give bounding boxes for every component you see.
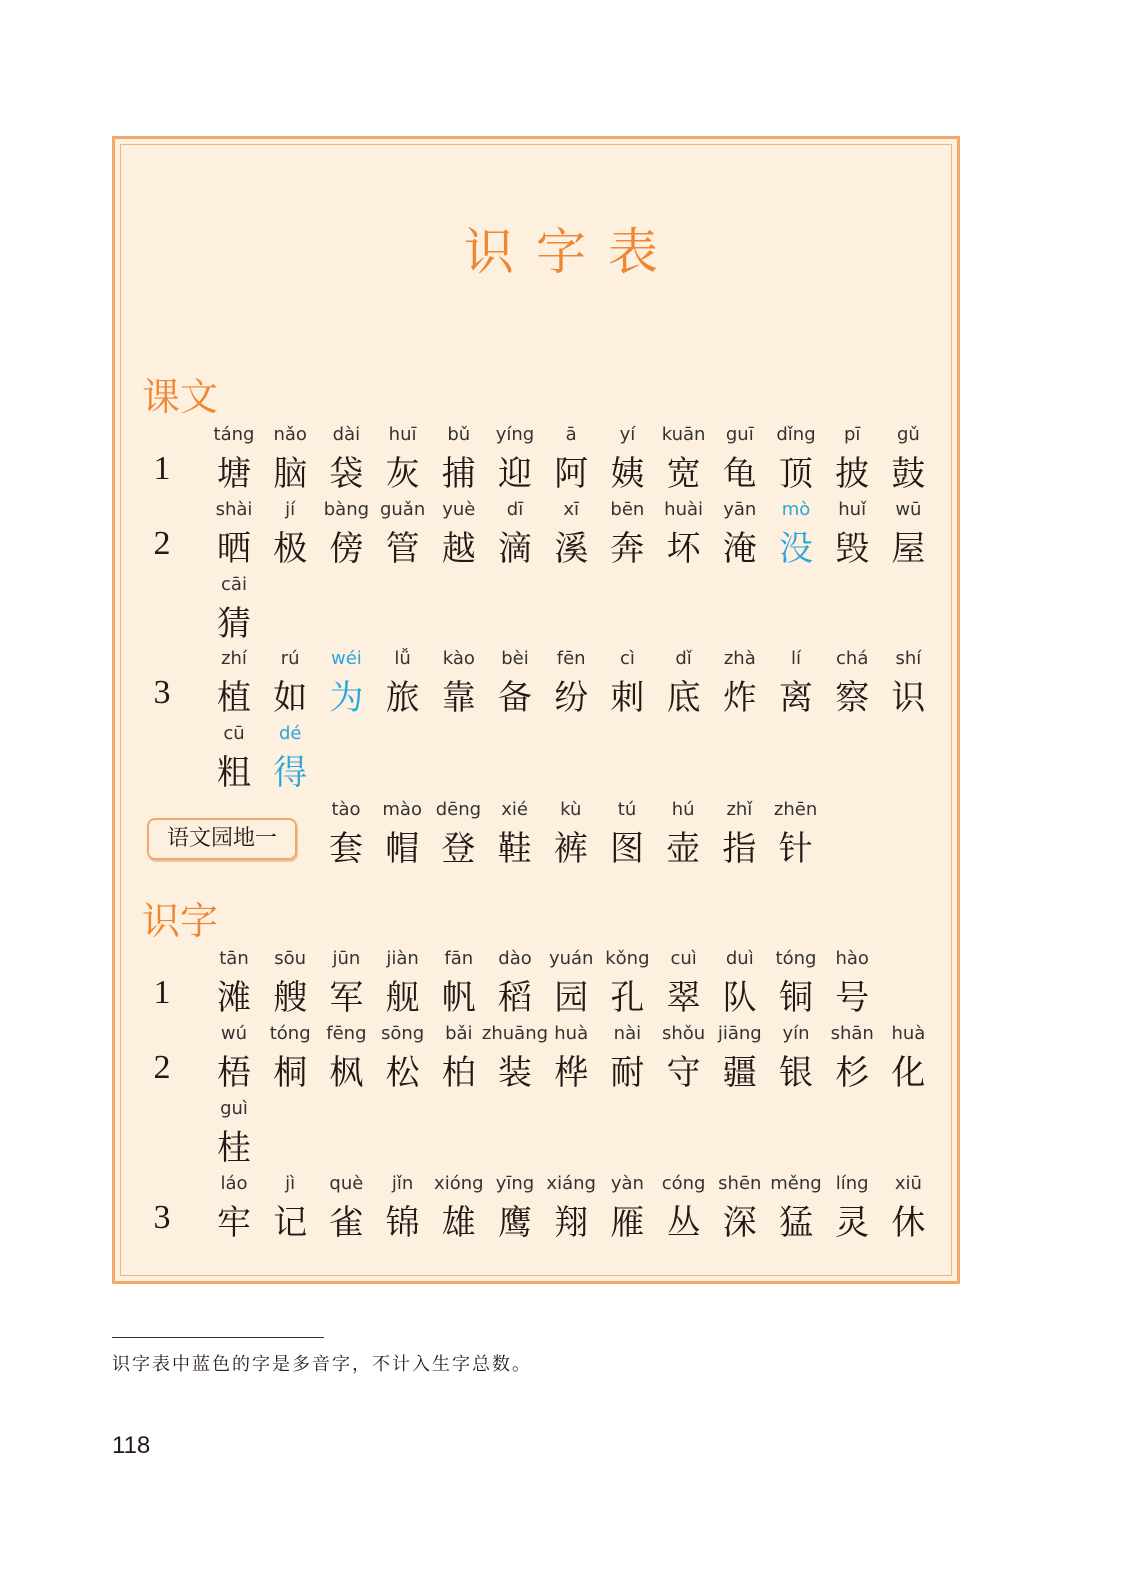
hanzi: 指 bbox=[722, 829, 757, 869]
polyphone-character bbox=[260, 723, 320, 793]
character-entry bbox=[878, 1023, 938, 1093]
pinyin: xiū bbox=[894, 1173, 922, 1194]
hanzi: 杉 bbox=[835, 1053, 870, 1093]
pinyin: jiàn bbox=[386, 948, 419, 969]
page-number: 118 bbox=[112, 1432, 151, 1459]
pinyin: cì bbox=[619, 648, 635, 669]
pinyin: chá bbox=[836, 648, 869, 669]
pinyin: zhí bbox=[221, 648, 247, 669]
pinyin: kù bbox=[560, 799, 582, 820]
pinyin: bàng bbox=[323, 499, 370, 520]
hanzi: 雁 bbox=[610, 1203, 645, 1243]
hanzi: 裤 bbox=[553, 829, 588, 869]
hanzi: 守 bbox=[666, 1053, 701, 1093]
pinyin: hú bbox=[671, 799, 695, 820]
hanzi: 翔 bbox=[554, 1203, 589, 1243]
character-entry bbox=[204, 574, 264, 644]
pinyin: bǔ bbox=[447, 424, 471, 445]
character-entry bbox=[204, 1098, 264, 1168]
hanzi: 记 bbox=[273, 1203, 308, 1243]
hanzi: 稻 bbox=[498, 978, 532, 1018]
hanzi: 姨 bbox=[610, 454, 645, 494]
footnote: 识字表中蓝色的字是多音字，不计入生字总数。 bbox=[112, 1354, 532, 1375]
pinyin: dài bbox=[332, 424, 361, 445]
pinyin: gǔ bbox=[896, 424, 920, 445]
hanzi: 登 bbox=[441, 829, 476, 869]
pinyin: huà bbox=[554, 1023, 589, 1044]
pinyin: guī bbox=[725, 424, 754, 445]
pinyin: líng bbox=[835, 1173, 869, 1194]
hanzi: 得 bbox=[273, 753, 308, 793]
hanzi: 顶 bbox=[779, 454, 813, 494]
hanzi: 耐 bbox=[610, 1053, 645, 1093]
lesson-number: 3 bbox=[153, 674, 171, 711]
hanzi: 底 bbox=[666, 678, 701, 718]
hanzi: 枫 bbox=[329, 1053, 364, 1093]
hanzi: 猜 bbox=[217, 604, 251, 644]
pinyin: xiáng bbox=[546, 1173, 596, 1194]
hanzi: 翠 bbox=[666, 978, 701, 1018]
pinyin: yān bbox=[723, 499, 757, 520]
hanzi: 帆 bbox=[441, 978, 476, 1018]
character-entry bbox=[878, 499, 938, 569]
hanzi: 丛 bbox=[666, 1203, 701, 1243]
garden-label-badge: 语文园地一 bbox=[147, 818, 297, 860]
pinyin: huī bbox=[388, 424, 417, 445]
hanzi: 雀 bbox=[329, 1203, 364, 1243]
pinyin: mò bbox=[781, 499, 811, 520]
pinyin: guì bbox=[220, 1098, 248, 1119]
pinyin: yàn bbox=[610, 1173, 644, 1194]
pinyin: fēng bbox=[326, 1023, 367, 1044]
pinyin: fān bbox=[444, 948, 474, 969]
pinyin: shǒu bbox=[661, 1023, 706, 1044]
hanzi: 奔 bbox=[610, 529, 645, 569]
pinyin: tān bbox=[219, 948, 249, 969]
hanzi: 塘 bbox=[217, 454, 251, 494]
hanzi: 滴 bbox=[498, 529, 532, 569]
hanzi: 锦 bbox=[385, 1203, 420, 1243]
pinyin: dào bbox=[498, 948, 532, 969]
pinyin: dǐ bbox=[675, 648, 692, 669]
pinyin: wéi bbox=[330, 648, 362, 669]
pinyin: pī bbox=[843, 424, 861, 445]
hanzi: 滩 bbox=[217, 978, 251, 1018]
hanzi: 脑 bbox=[273, 454, 308, 494]
lesson-number: 1 bbox=[153, 974, 171, 1011]
hanzi: 鞋 bbox=[497, 829, 532, 869]
pinyin: nài bbox=[613, 1023, 642, 1044]
hanzi: 淹 bbox=[722, 529, 757, 569]
hanzi: 壶 bbox=[666, 829, 701, 869]
pinyin: jūn bbox=[332, 948, 361, 969]
pinyin: guǎn bbox=[379, 499, 426, 520]
hanzi: 化 bbox=[891, 1053, 926, 1093]
hanzi: 管 bbox=[385, 529, 420, 569]
hanzi: 纷 bbox=[554, 678, 589, 718]
hanzi: 晒 bbox=[217, 529, 251, 569]
pinyin: cuì bbox=[670, 948, 697, 969]
hanzi: 号 bbox=[835, 978, 870, 1018]
hanzi: 舰 bbox=[385, 978, 420, 1018]
pinyin: zhǐ bbox=[726, 799, 753, 820]
pinyin: shān bbox=[830, 1023, 874, 1044]
pinyin: zhuāng bbox=[481, 1023, 549, 1044]
hanzi: 松 bbox=[385, 1053, 420, 1093]
hanzi: 龟 bbox=[722, 454, 757, 494]
hanzi: 雄 bbox=[441, 1203, 476, 1243]
hanzi: 队 bbox=[722, 978, 757, 1018]
lesson-number: 2 bbox=[153, 525, 171, 562]
hanzi: 备 bbox=[498, 678, 532, 718]
hanzi: 灰 bbox=[385, 454, 420, 494]
pinyin: yuán bbox=[548, 948, 594, 969]
hanzi: 桐 bbox=[273, 1053, 308, 1093]
hanzi: 阿 bbox=[554, 454, 589, 494]
hanzi: 灵 bbox=[835, 1203, 870, 1243]
hanzi: 旅 bbox=[385, 678, 420, 718]
hanzi: 坏 bbox=[666, 529, 701, 569]
hanzi: 铜 bbox=[779, 978, 813, 1018]
hanzi: 疆 bbox=[722, 1053, 757, 1093]
hanzi: 柏 bbox=[441, 1053, 476, 1093]
pinyin: zhēn bbox=[773, 799, 818, 820]
pinyin: yíng bbox=[495, 424, 535, 445]
pinyin: jǐn bbox=[391, 1173, 414, 1194]
pinyin: yuè bbox=[442, 499, 476, 520]
pinyin: kào bbox=[442, 648, 475, 669]
hanzi: 套 bbox=[329, 829, 363, 869]
hanzi: 艘 bbox=[273, 978, 308, 1018]
pinyin: kuān bbox=[661, 424, 706, 445]
pinyin: dēng bbox=[435, 799, 482, 820]
pinyin: láo bbox=[220, 1173, 248, 1194]
pinyin: bèi bbox=[501, 648, 529, 669]
section-heading-shizi: 识字 bbox=[142, 899, 219, 943]
lesson-number: 2 bbox=[153, 1049, 171, 1086]
hanzi: 宽 bbox=[666, 454, 701, 494]
pinyin: xié bbox=[501, 799, 528, 820]
pinyin: bēn bbox=[610, 499, 645, 520]
pinyin: rú bbox=[280, 648, 300, 669]
pinyin: jí bbox=[285, 499, 296, 520]
lesson-number: 3 bbox=[153, 1199, 171, 1236]
pinyin: mào bbox=[382, 799, 422, 820]
pinyin: jì bbox=[285, 1173, 296, 1194]
hanzi: 桂 bbox=[217, 1128, 251, 1168]
pinyin: kǒng bbox=[605, 948, 650, 969]
pinyin: tào bbox=[331, 799, 361, 820]
pinyin: lí bbox=[790, 648, 801, 669]
hanzi: 察 bbox=[835, 678, 870, 718]
hanzi: 毁 bbox=[835, 529, 870, 569]
page-title: 识字表 bbox=[464, 223, 680, 281]
section-heading-kewen: 课文 bbox=[142, 375, 219, 419]
hanzi: 靠 bbox=[441, 678, 476, 718]
hanzi: 休 bbox=[891, 1203, 926, 1243]
hanzi: 梧 bbox=[217, 1053, 251, 1093]
character-entry bbox=[878, 1173, 938, 1243]
hanzi: 鼓 bbox=[891, 454, 926, 494]
pinyin: dé bbox=[278, 723, 302, 744]
hanzi: 孔 bbox=[610, 978, 645, 1018]
pinyin: cāi bbox=[221, 574, 247, 595]
pinyin: sōu bbox=[274, 948, 307, 969]
pinyin: zhà bbox=[723, 648, 756, 669]
hanzi: 猛 bbox=[779, 1203, 813, 1243]
hanzi: 识 bbox=[891, 678, 926, 718]
pinyin: huà bbox=[891, 1023, 926, 1044]
pinyin: dī bbox=[506, 499, 524, 520]
hanzi: 袋 bbox=[329, 454, 364, 494]
character-entry bbox=[766, 799, 826, 869]
pinyin: yīng bbox=[495, 1173, 535, 1194]
pinyin: wū bbox=[895, 499, 922, 520]
pinyin: xióng bbox=[434, 1173, 484, 1194]
hanzi: 植 bbox=[217, 678, 251, 718]
pinyin: ā bbox=[565, 424, 577, 445]
pinyin: shài bbox=[215, 499, 253, 520]
hanzi: 鹰 bbox=[498, 1203, 532, 1243]
pinyin: huài bbox=[664, 499, 704, 520]
pinyin: cóng bbox=[661, 1173, 706, 1194]
hanzi: 溪 bbox=[554, 529, 589, 569]
footnote-rule bbox=[112, 1337, 324, 1338]
hanzi: 军 bbox=[329, 978, 364, 1018]
pinyin: què bbox=[329, 1173, 364, 1194]
hanzi: 图 bbox=[610, 829, 644, 869]
pinyin: yí bbox=[619, 424, 636, 445]
hanzi: 屋 bbox=[891, 529, 926, 569]
character-entry bbox=[878, 648, 938, 718]
character-entry bbox=[822, 948, 882, 1018]
hanzi: 为 bbox=[329, 678, 364, 718]
hanzi: 帽 bbox=[385, 829, 420, 869]
hanzi: 捕 bbox=[441, 454, 476, 494]
pinyin: xī bbox=[563, 499, 580, 520]
pinyin: huǐ bbox=[838, 499, 867, 520]
pinyin: sōng bbox=[380, 1023, 425, 1044]
lesson-number: 1 bbox=[153, 450, 171, 487]
hanzi: 离 bbox=[779, 678, 813, 718]
pinyin: shēn bbox=[718, 1173, 762, 1194]
hanzi: 装 bbox=[498, 1053, 532, 1093]
pinyin: shí bbox=[895, 648, 922, 669]
hanzi: 迎 bbox=[498, 454, 532, 494]
hanzi: 越 bbox=[441, 529, 476, 569]
hanzi: 深 bbox=[722, 1203, 757, 1243]
hanzi: 没 bbox=[779, 529, 813, 569]
hanzi: 粗 bbox=[217, 753, 251, 793]
hanzi: 披 bbox=[835, 454, 870, 494]
pinyin: nǎo bbox=[273, 424, 307, 445]
pinyin: bǎi bbox=[445, 1023, 473, 1044]
hanzi: 极 bbox=[273, 529, 308, 569]
hanzi: 牢 bbox=[217, 1203, 251, 1243]
hanzi: 桦 bbox=[554, 1053, 589, 1093]
character-entry bbox=[878, 424, 938, 494]
hanzi: 刺 bbox=[610, 678, 645, 718]
pinyin: cū bbox=[223, 723, 245, 744]
pinyin: jiāng bbox=[717, 1023, 762, 1044]
pinyin: tóng bbox=[269, 1023, 311, 1044]
pinyin: hào bbox=[835, 948, 869, 969]
pinyin: táng bbox=[213, 424, 255, 445]
hanzi: 如 bbox=[273, 678, 308, 718]
pinyin: dǐng bbox=[776, 424, 816, 445]
pinyin: tóng bbox=[775, 948, 817, 969]
pinyin: lǚ bbox=[394, 648, 411, 669]
hanzi: 园 bbox=[554, 978, 589, 1018]
pinyin: duì bbox=[725, 948, 754, 969]
pinyin: wú bbox=[220, 1023, 248, 1044]
pinyin: měng bbox=[770, 1173, 822, 1194]
hanzi: 银 bbox=[779, 1053, 813, 1093]
hanzi: 针 bbox=[778, 829, 813, 869]
pinyin: yín bbox=[782, 1023, 810, 1044]
hanzi: 傍 bbox=[329, 529, 364, 569]
hanzi: 炸 bbox=[722, 678, 757, 718]
pinyin: fēn bbox=[556, 648, 586, 669]
pinyin: tú bbox=[617, 799, 637, 820]
